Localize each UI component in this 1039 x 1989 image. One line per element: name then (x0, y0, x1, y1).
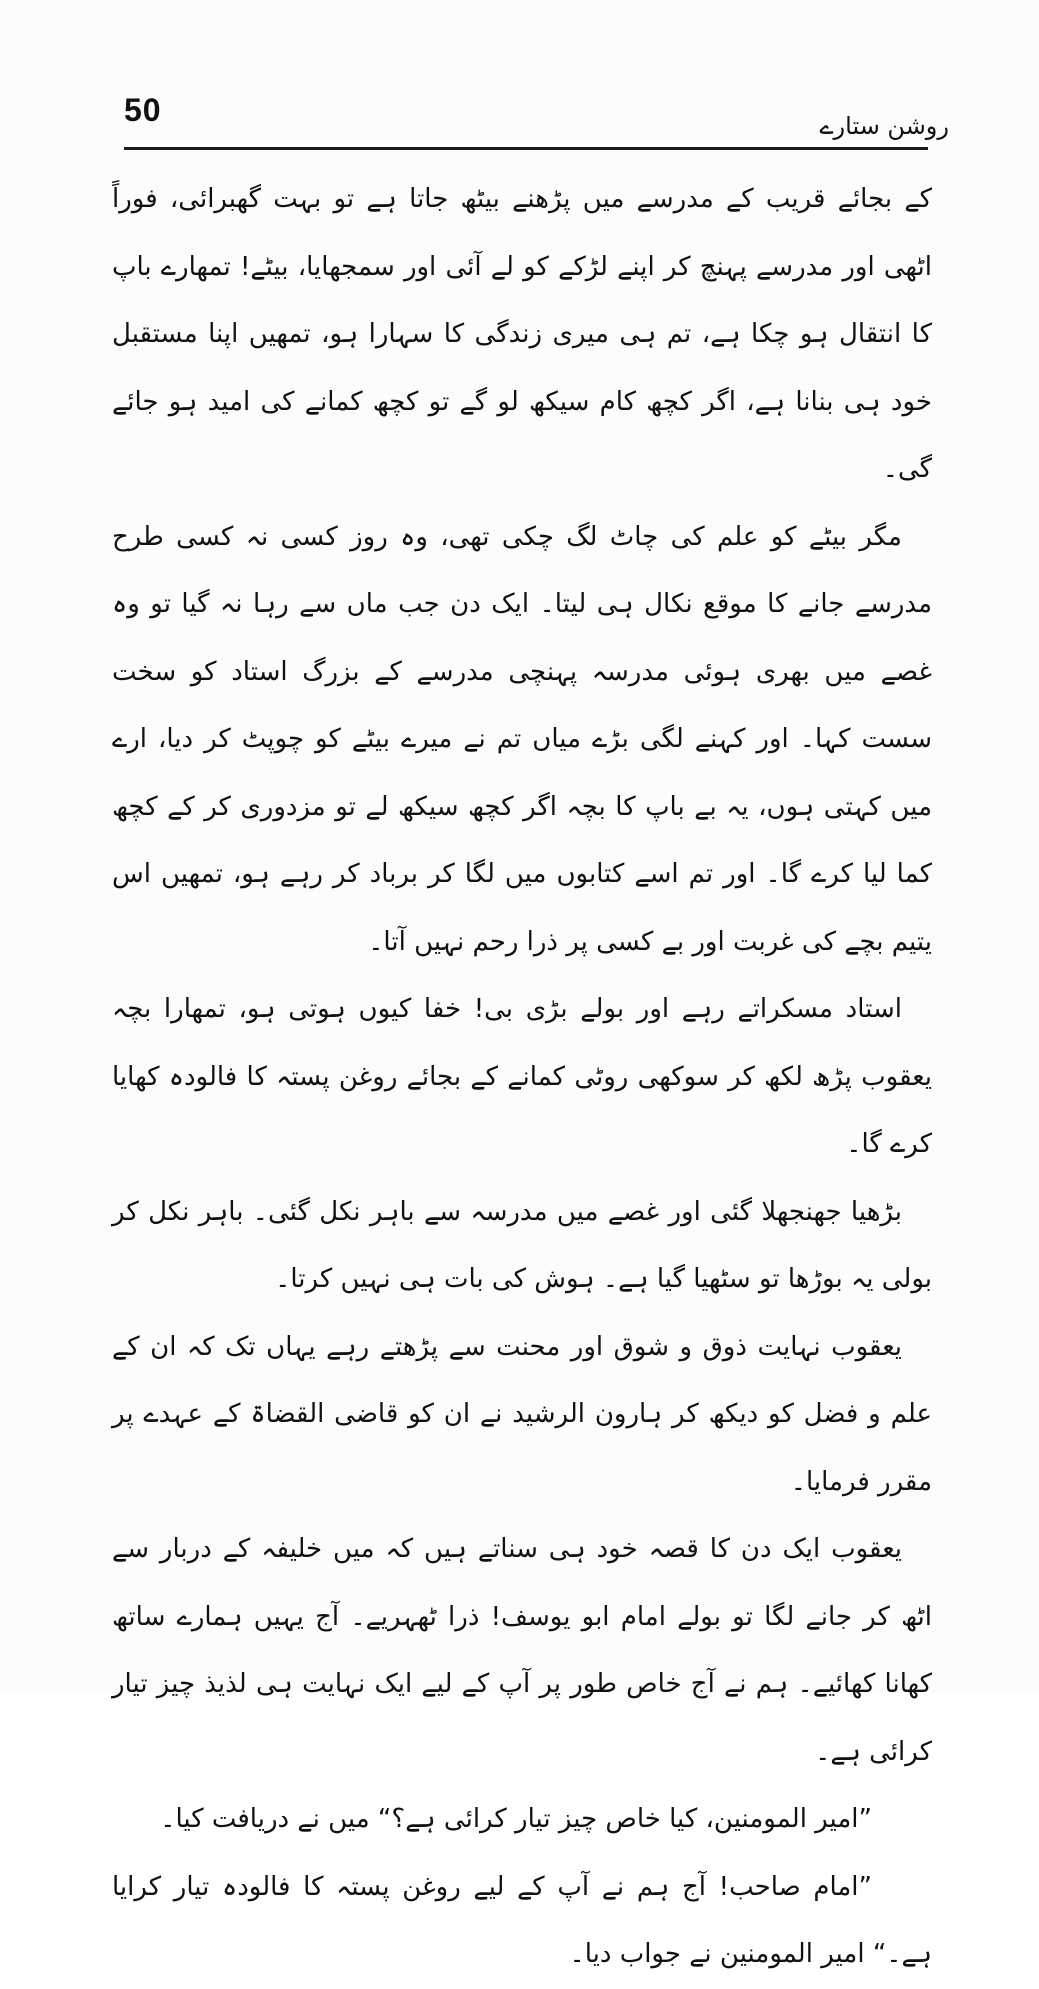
paragraph: ”امام صاحب! آج ہم نے آپ کے لیے روغن پستہ کا فالودہ تیار کرایا ہے۔“ امیر المومنین نے جواب دیا۔ (112, 1871, 932, 1969)
header-rule (124, 147, 928, 150)
paragraph: یعقوب ایک دن کا قصہ خود ہی سناتے ہیں کہ میں خلیفہ کے دربار سے اٹھ کر جانے لگا تو بولے امام ابو یوسف! ذرا ٹھہریے۔ آج یہیں ہمارے ساتھ کھانا کھائیے۔ ہم نے آج خاص طور پر آپ کے لیے ایک نہایت ہی لذیذ چیز تیار کرائی ہے۔ (112, 1534, 932, 1767)
paragraph: استاد مسکراتے رہے اور بولے بڑی بی! خفا کیوں ہوتی ہو، تمھارا بچہ یعقوب پڑھ لکھ کر سوکھی روٹی کمانے کے بجائے روغن پستہ کا فالودہ کھایا کرے گا۔ (112, 994, 932, 1159)
body-text (112, 166, 932, 1989)
running-title: روشن ستارے (819, 112, 949, 140)
paragraph: کے بجائے قریب کے مدرسے میں پڑھنے بیٹھ جاتا ہے تو بہت گھبرائی، فوراً اٹھی اور مدرسے پہنچ کر اپنے لڑکے کو لے آئی اور سمجھایا، بیٹے! تمھارے باپ کا انتقال ہو چکا ہے، تم ہی میری زندگی کا سہارا ہو، تمھیں اپنا مستقبل خود ہی بنانا ہے، اگر کچھ کام سیکھ لو گے تو کچھ کمانے کی امید ہو جائے گی۔ (112, 184, 932, 484)
paragraph: ”امیر المومنین، کیا خاص چیز تیار کرائی ہے؟“ میں نے دریافت کیا۔ (160, 1804, 872, 1834)
paragraph: مگر بیٹے کو علم کی چاٹ لگ چکی تھی، وہ روز کسی نہ کسی طرح مدرسے جانے کا موقع نکال ہی لیتا۔ ایک دن جب ماں سے رہا نہ گیا تو وہ غصے میں بھری ہوئی مدرسہ پہنچی مدرسے کے بزرگ استاد کو سخت سست کہا۔ اور کہنے لگی بڑے میاں تم نے میرے بیٹے کو چوپٹ کر دیا، ارے میں کہتی ہوں، یہ بے باپ کا بچہ اگر کچھ سیکھ لے تو مزدوری کر کے کچھ کما لیا کرے گا۔ اور تم اسے کتابوں میں لگا کر برباد کر رہے ہو، تمھیں اس یتیم بچے کی غربت اور بے کسی پر ذرا رحم نہیں آتا۔ (112, 521, 932, 957)
paragraph: بڑھیا جھنجھلا گئی اور غصے میں مدرسہ سے باہر نکل گئی۔ باہر نکل کر بولی یہ بوڑھا تو سٹھیا گیا ہے۔ ہوش کی بات ہی نہیں کرتا۔ (112, 1196, 932, 1294)
page-number: 50 (124, 92, 162, 128)
paragraph: یعقوب نہایت ذوق و شوق اور محنت سے پڑھتے رہے یہاں تک کہ ان کے علم و فضل کو دیکھ کر ہارون الرشید نے ان کو قاضی القضاۃ کے عہدے پر مقرر فرمایا۔ (112, 1331, 932, 1497)
